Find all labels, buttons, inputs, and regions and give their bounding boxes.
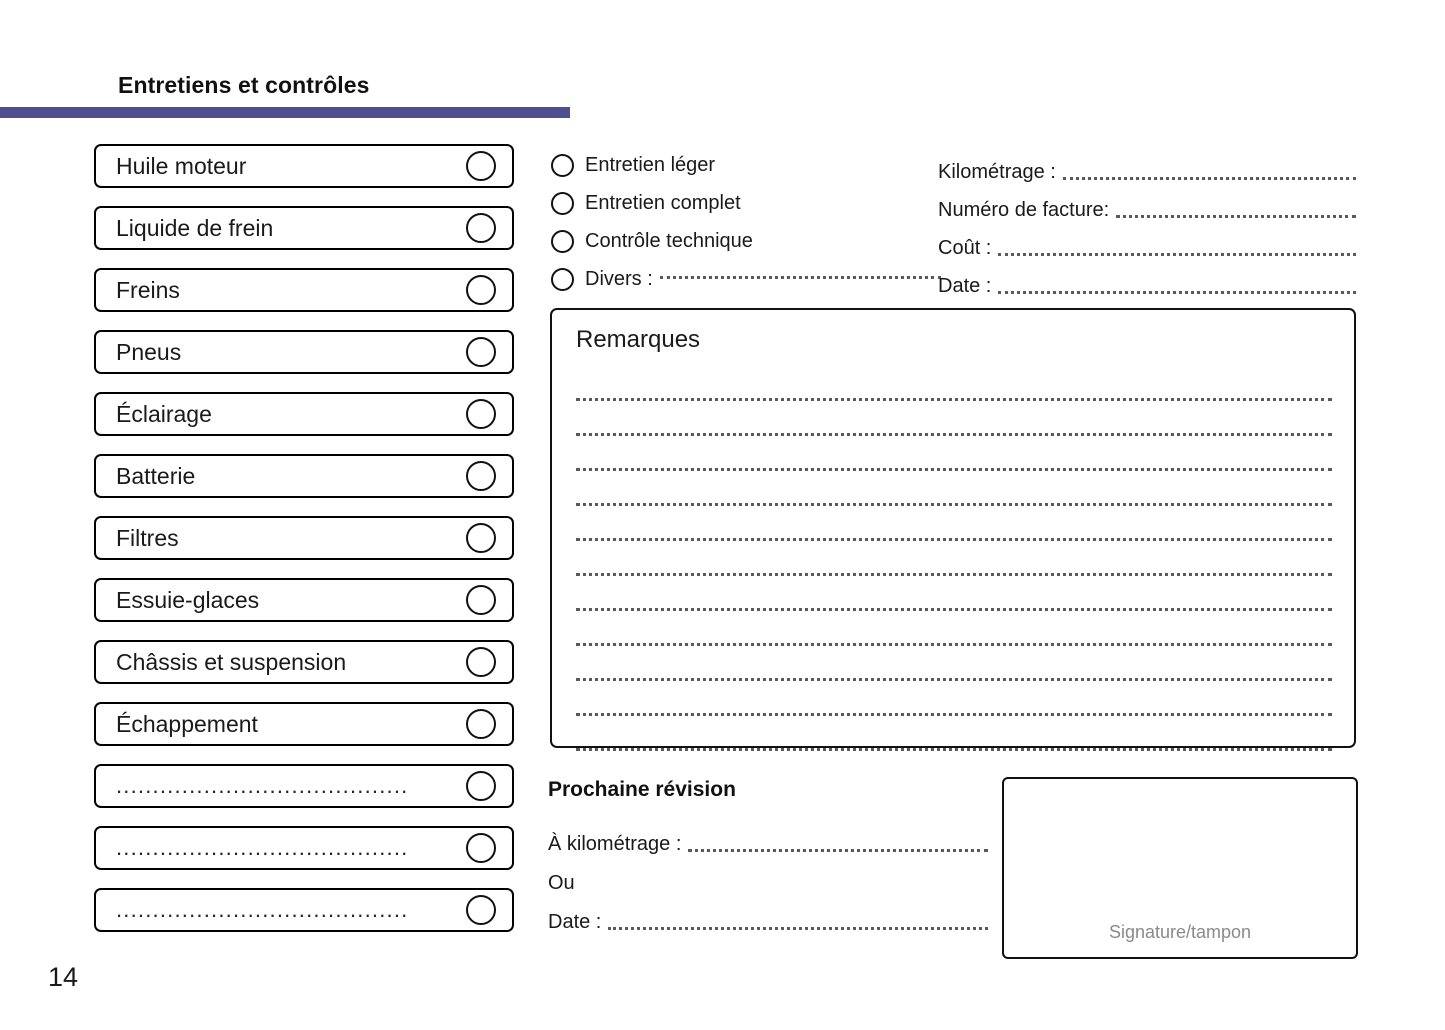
- page-title: Entretiens et contrôles: [118, 72, 370, 98]
- service-type-option[interactable]: [551, 146, 941, 184]
- checklist-item-label: Filtres: [116, 524, 179, 551]
- service-type-label: Contrôle technique: [585, 229, 753, 252]
- checklist-item-label: Échappement: [116, 710, 258, 737]
- checklist-item-blank-line[interactable]: ........................................: [116, 835, 409, 860]
- radio-circle-icon[interactable]: [466, 647, 496, 677]
- checklist-row-blank[interactable]: [94, 888, 514, 932]
- radio-circle-icon[interactable]: [466, 895, 496, 925]
- remarks-line[interactable]: [576, 716, 1332, 751]
- checklist-row[interactable]: [94, 454, 514, 498]
- invoice-field-date[interactable]: [938, 260, 1356, 298]
- radio-circle-icon[interactable]: [466, 213, 496, 243]
- field-label: Coût :: [938, 237, 992, 259]
- field-write-in-line[interactable]: [1063, 176, 1356, 180]
- radio-circle-icon[interactable]: [466, 771, 496, 801]
- page-number: 14: [48, 962, 79, 992]
- field-label: Date :: [938, 275, 992, 297]
- radio-circle-icon[interactable]: [466, 151, 496, 181]
- checklist-item-label: Pneus: [116, 338, 182, 365]
- next-revision-mileage-field[interactable]: [548, 817, 988, 856]
- checklist-row[interactable]: [94, 330, 514, 374]
- field-label: Numéro de facture:: [938, 199, 1110, 221]
- checklist-row[interactable]: [94, 640, 514, 684]
- checklist-item-label: Liquide de frein: [116, 214, 274, 241]
- service-type-option[interactable]: [551, 184, 941, 222]
- service-type-option-other[interactable]: [551, 260, 941, 298]
- field-write-in-line[interactable]: [608, 926, 988, 930]
- invoice-field-mileage[interactable]: [938, 146, 1356, 184]
- checklist-item-blank-line[interactable]: ........................................: [116, 897, 409, 922]
- radio-circle-icon[interactable]: [466, 709, 496, 739]
- checklist-item-label: Huile moteur: [116, 152, 247, 179]
- radio-circle-icon[interactable]: [466, 337, 496, 367]
- checklist-item-label: Batterie: [116, 462, 196, 489]
- checklist-item-label: Éclairage: [116, 400, 212, 427]
- field-write-in-line[interactable]: [1116, 214, 1356, 218]
- service-type-label: Entretien léger: [585, 153, 716, 176]
- checklist-item-label: Châssis et suspension: [116, 648, 347, 675]
- header-rule: [0, 107, 570, 118]
- service-type-label: Divers :: [585, 267, 653, 290]
- radio-circle-icon[interactable]: [551, 230, 574, 253]
- service-type-options: [551, 146, 941, 298]
- radio-circle-icon[interactable]: [466, 585, 496, 615]
- checklist-row[interactable]: [94, 516, 514, 560]
- checklist-row-blank[interactable]: [94, 826, 514, 870]
- service-type-option[interactable]: [551, 222, 941, 260]
- radio-circle-icon[interactable]: [551, 268, 574, 291]
- next-revision-date-field[interactable]: [548, 895, 988, 934]
- next-revision-or-label: Ou: [548, 872, 575, 894]
- radio-circle-icon[interactable]: [551, 192, 574, 215]
- field-write-in-line[interactable]: [998, 252, 1356, 256]
- remarks-line[interactable]: [576, 611, 1332, 646]
- invoice-fields: [938, 146, 1356, 298]
- remarks-line[interactable]: [576, 401, 1332, 436]
- field-write-in-line[interactable]: [688, 848, 988, 852]
- remarks-line[interactable]: [576, 471, 1332, 506]
- signature-stamp-box[interactable]: [1002, 777, 1358, 959]
- divers-write-in-line[interactable]: [660, 275, 941, 279]
- maintenance-checklist: [94, 144, 514, 950]
- checklist-row[interactable]: [94, 392, 514, 436]
- radio-circle-icon[interactable]: [551, 154, 574, 177]
- checklist-row[interactable]: [94, 144, 514, 188]
- remarks-line[interactable]: [576, 681, 1332, 716]
- invoice-field-invoice-number[interactable]: [938, 184, 1356, 222]
- next-revision-title: Prochaine révision: [548, 778, 736, 801]
- radio-circle-icon[interactable]: [466, 461, 496, 491]
- remarks-box[interactable]: [550, 308, 1356, 748]
- checklist-row[interactable]: [94, 206, 514, 250]
- radio-circle-icon[interactable]: [466, 833, 496, 863]
- page-header: [0, 72, 570, 118]
- invoice-field-cost[interactable]: [938, 222, 1356, 260]
- field-label: Date :: [548, 911, 602, 933]
- checklist-row[interactable]: [94, 702, 514, 746]
- checklist-row-blank[interactable]: [94, 764, 514, 808]
- signature-stamp-label: Signature/tampon: [1108, 922, 1252, 942]
- remarks-title: Remarques: [576, 326, 701, 353]
- checklist-item-label: Freins: [116, 276, 180, 303]
- field-label: À kilométrage :: [548, 833, 682, 855]
- radio-circle-icon[interactable]: [466, 399, 496, 429]
- checklist-item-label: Essuie-glaces: [116, 586, 260, 613]
- field-label: Kilométrage :: [938, 161, 1056, 183]
- remarks-line[interactable]: [576, 646, 1332, 681]
- field-write-in-line[interactable]: [998, 290, 1356, 294]
- checklist-row[interactable]: [94, 578, 514, 622]
- remarks-line[interactable]: [576, 366, 1332, 401]
- remarks-line[interactable]: [576, 541, 1332, 576]
- next-revision-section: [548, 778, 988, 934]
- radio-circle-icon[interactable]: [466, 275, 496, 305]
- remarks-line[interactable]: [576, 436, 1332, 471]
- remarks-line[interactable]: [576, 576, 1332, 611]
- checklist-row[interactable]: [94, 268, 514, 312]
- radio-circle-icon[interactable]: [466, 523, 496, 553]
- checklist-item-blank-line[interactable]: ........................................: [116, 773, 409, 798]
- service-type-label: Entretien complet: [585, 191, 741, 214]
- remarks-line[interactable]: [576, 506, 1332, 541]
